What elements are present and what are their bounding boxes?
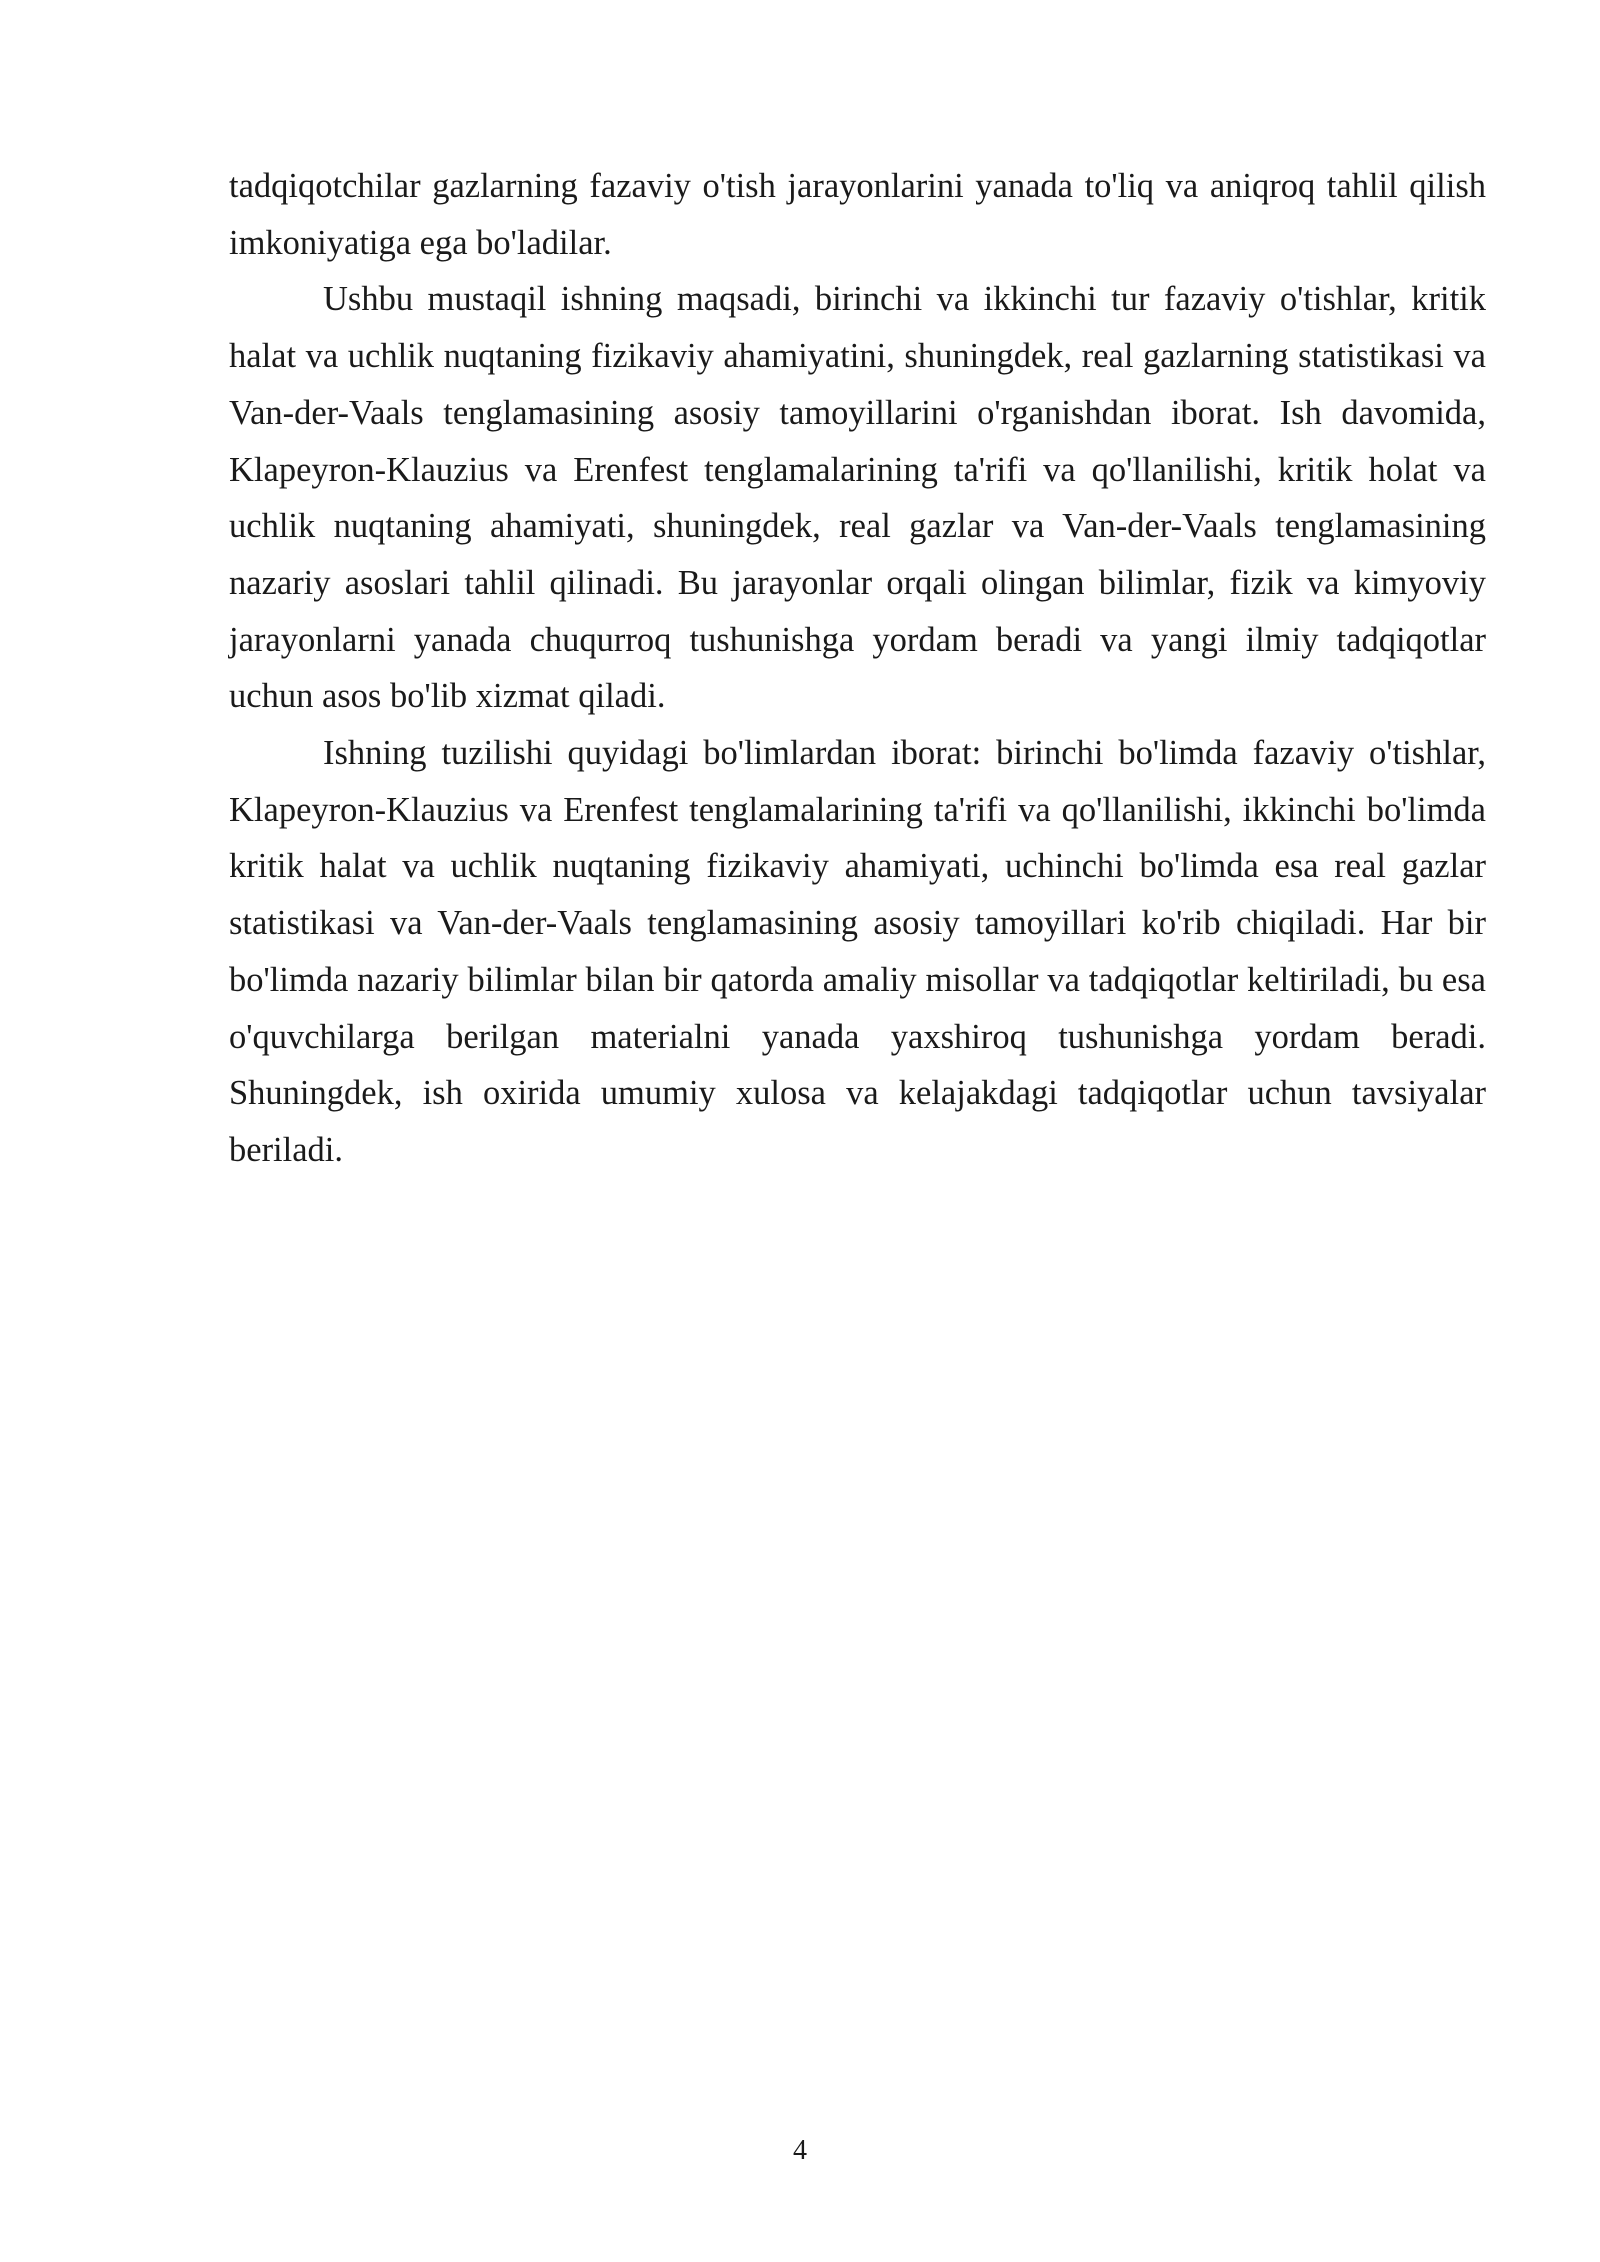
body-text xyxy=(229,158,1486,1179)
paragraph-continuation: tadqiqotchilar gazlarning fazaviy o'tish jarayonlarini yanada to'liq va aniqroq tahlil qilish imkoniyatiga ega bo'ladilar. xyxy=(229,167,1486,262)
paragraph-purpose: Ushbu mustaqil ishning maqsadi, birinchi va ikkinchi tur fazaviy o'tishlar, kritik halat va uchlik nuqtaning fizikaviy ahamiyatini, shuningdek, real gazlarning statistikasi va Van-der-Vaals tenglamasining asosiy tamoyillarini o'rganishdan iborat. Ish davomida, Klapeyron-Klauzius va Erenfest tenglamalarining ta'rifi va qo'llanilishi, kritik holat va uchlik nuqtaning ahamiyati, shuningdek, real gazlar va Van-der-Vaals tenglamasining nazariy asoslari tahlil qilinadi. Bu jarayonlar orqali olingan bilimlar, fizik va kimyoviy jarayonlarni yanada chuqurroq tushunishga yordam beradi va yangi ilmiy tadqiqotlar uchun asos bo'lib xizmat qiladi. xyxy=(229,280,1486,716)
page-number: 4 xyxy=(793,2135,807,2166)
paragraph-structure: Ishning tuzilishi quyidagi bo'limlardan iborat: birinchi bo'limda fazaviy o'tishlar, Klapeyron-Klauzius va Erenfest tenglamalarining ta'rifi va qo'llanilishi, ikkinchi bo'limda kritik halat va uchlik nuqtaning fizikaviy ahamiyati, uchinchi bo'limda esa real gazlar statistikasi va Van-der-Vaals tenglamasining asosiy tamoyillari ko'rib chiqiladi. Har bir bo'limda nazariy bilimlar bilan bir qatorda amaliy misollar va tadqiqotlar keltiriladi, bu esa o'quvchilarga berilgan materialni yanada yaxshiroq tushunishga yordam beradi. Shuningdek, ish oxirida umumiy xulosa va kelajakdagi tadqiqotlar uchun tavsiyalar beriladi. xyxy=(229,734,1486,1169)
